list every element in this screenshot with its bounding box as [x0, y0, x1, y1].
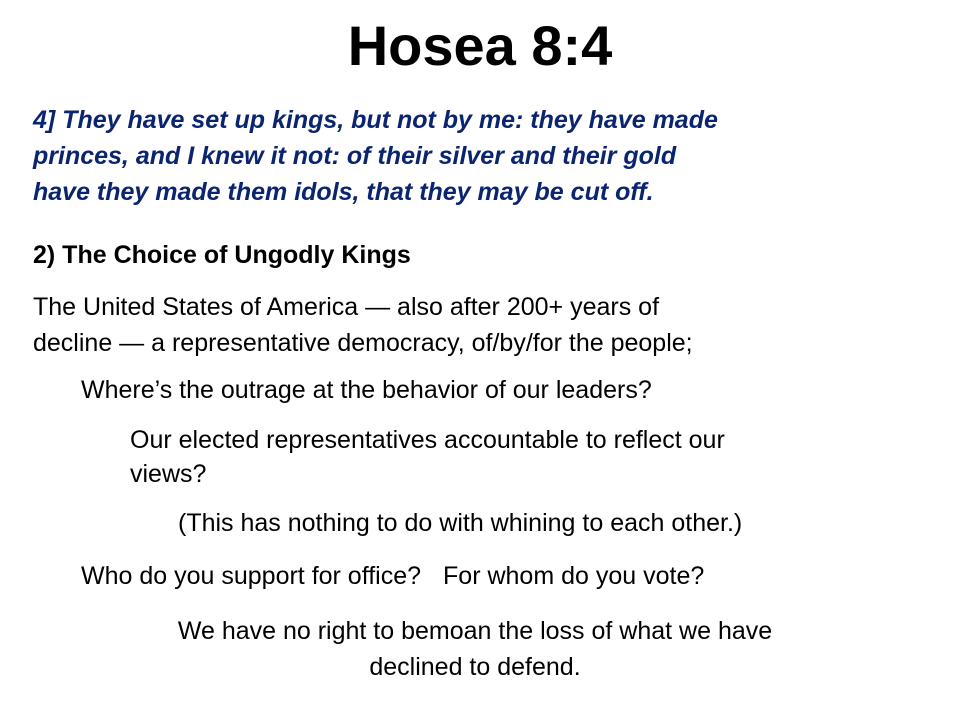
elected-representatives-point — [130, 423, 725, 491]
support-question: Who do you support for office? — [81, 562, 422, 590]
body-line: The United States of America — also after 200+ years of — [33, 293, 660, 321]
outrage-question: Where’s the outrage at the behavior of our leaders? — [81, 376, 652, 404]
verse-line: princes, and I knew it not: of their silver and their gold — [33, 142, 677, 170]
body-line: decline — a representative democracy, of/by/for the people; — [33, 329, 693, 357]
section-heading: 2) The Choice of Ungodly Kings — [33, 241, 411, 269]
verse-line: have they made them idols, that they may be cut off. — [33, 178, 654, 206]
closing-line: We have no right to bemoan the loss of what we have — [177, 617, 773, 645]
whining-note: (This has nothing to do with whining to each other.) — [178, 509, 743, 537]
verse-line: 4] They have set up kings, but not by me: they have made — [33, 106, 718, 134]
closing-line: declined to defend. — [369, 653, 581, 681]
closing-statement — [60, 613, 890, 685]
vote-question: For whom do you vote? — [443, 562, 705, 590]
body-paragraph — [33, 289, 933, 361]
elected-line: Our elected representatives accountable to reflect our — [130, 426, 725, 454]
slide-title: Hosea 8:4 — [347, 14, 613, 77]
scripture-verse — [33, 102, 933, 210]
elected-line: views? — [130, 460, 207, 488]
support-vote-questions — [81, 560, 704, 592]
